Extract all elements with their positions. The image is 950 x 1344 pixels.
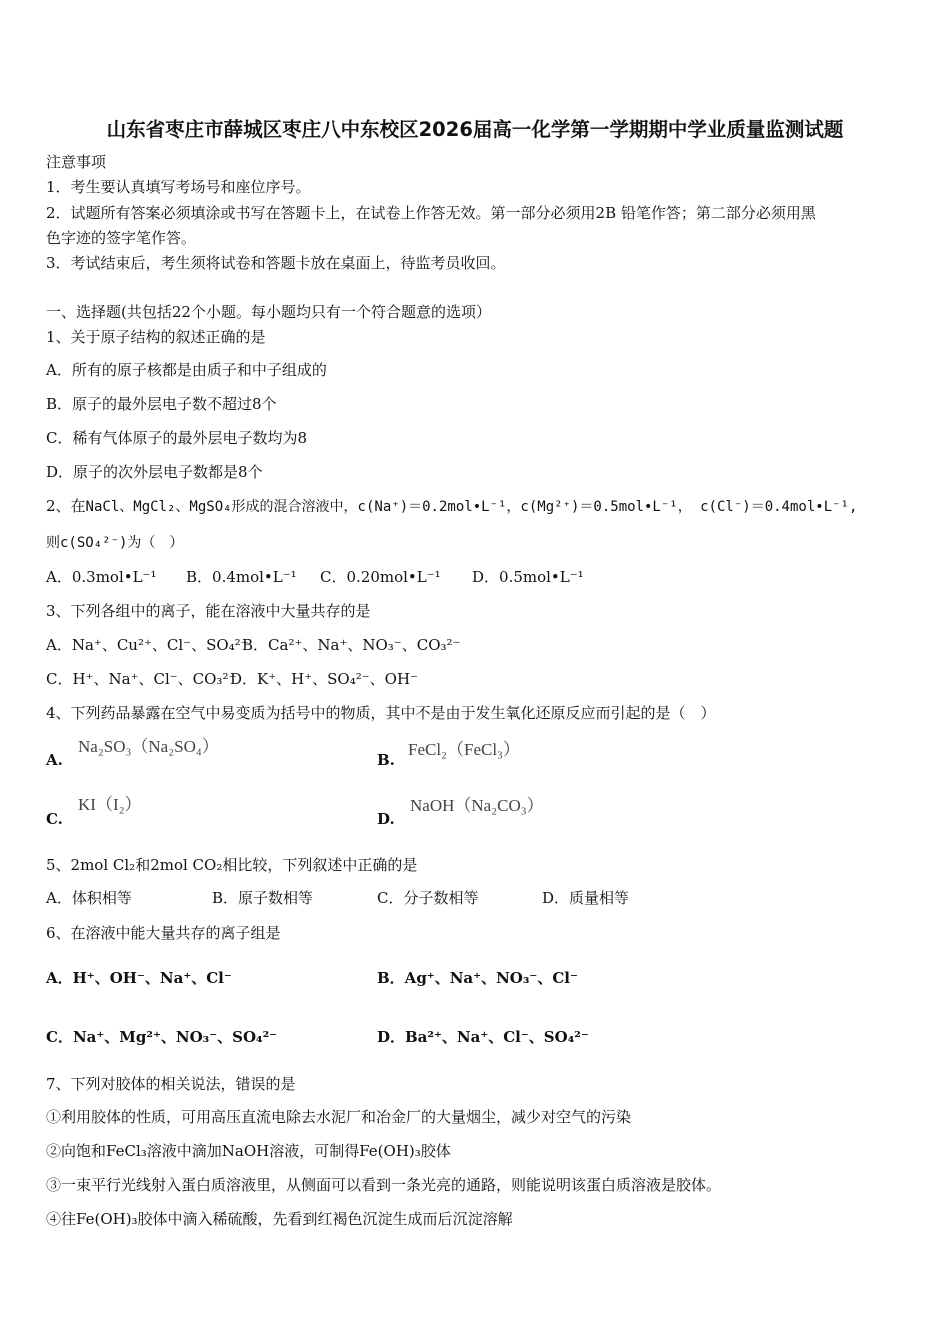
q6-stem: 6、在溶液中能大量共存的离子组是 (46, 924, 281, 942)
q2-stem (46, 496, 857, 517)
q7-statement-4: ④往Fe(OH)₃胶体中滴入稀硫酸，先看到红褐色沉淀生成而后沉淀溶解 (46, 1210, 513, 1228)
q5-option-c: C．分子数相等 (377, 889, 479, 907)
q1-option-d: D．原子的次外层电子数都是8个 (46, 463, 263, 481)
q3-stem: 3、下列各组中的离子，能在溶液中大量共存的是 (46, 602, 371, 620)
q3-option-c: C．H⁺、Na⁺、Cl⁻、CO₃²⁻ (46, 670, 237, 688)
q3-option-a: A．Na⁺、Cu²⁺、Cl⁻、SO₄²⁻ (46, 636, 249, 654)
q5-option-a: A．体积相等 (46, 889, 132, 907)
q7-statement-2: ②向饱和FeCl₃溶液中滴加NaOH溶液，可制得Fe(OH)₃胶体 (46, 1142, 451, 1160)
q6-option-b: B．Ag⁺、Na⁺、NO₃⁻、Cl⁻ (377, 969, 578, 987)
q2-stem-chem: NaCl、MgCl₂、MgSO₄形成的混合溶液中，c(Na⁺)＝0.2mol•L⁻¹，c(Mg²⁺)＝0.5mol•L⁻¹， c(Cl⁻)＝0.4mol•L⁻¹, (85, 499, 858, 515)
q2-option-a: A．0.3mol•L⁻¹ (46, 568, 157, 586)
q2-stem-prefix: 2、在 (46, 497, 86, 515)
q4-option-a-formula: Na₂SO₃（Na₂SO₄） (78, 737, 219, 756)
section-heading: 一、选择题(共包括22个小题。每小题均只有一个符合题意的选项） (46, 303, 491, 321)
q4-option-b-formula: FeCl₂（FeCl₃） (408, 740, 520, 759)
notice-heading: 注意事项 (46, 153, 107, 171)
notice-item-2: 2．试题所有答案必须填涂或书写在答题卡上，在试卷上作答无效。第一部分必须用2B 铅笔作答；第二部分必须用黑 (46, 204, 816, 222)
q7-statement-1: ①利用胶体的性质，可用高压直流电除去水泥厂和冶金厂的大量烟尘，减少对空气的污染 (46, 1108, 632, 1126)
q3-option-d: D．K⁺、H⁺、SO₄²⁻、OH⁻ (230, 670, 418, 688)
q2-option-b: B．0.4mol•L⁻¹ (186, 568, 297, 586)
q2-option-c: C．0.20mol•L⁻¹ (320, 568, 441, 586)
q1-stem: 1、关于原子结构的叙述正确的是 (46, 328, 266, 346)
q4-option-b-label: B. (377, 751, 395, 769)
notice-item-1: 1．考生要认真填写考场号和座位序号。 (46, 178, 311, 196)
q5-option-d: D．质量相等 (542, 889, 630, 907)
q5-stem: 5、2mol Cl₂和2mol CO₂相比较，下列叙述中正确的是 (46, 856, 418, 874)
q1-option-b: B．原子的最外层电子数不超过8个 (46, 395, 277, 413)
q4-option-c-formula: KI（I₂） (78, 795, 142, 814)
q1-option-c: C．稀有气体原子的最外层电子数均为8 (46, 429, 308, 447)
q5-option-b: B．原子数相等 (212, 889, 314, 907)
q6-option-d: D．Ba²⁺、Na⁺、Cl⁻、SO₄²⁻ (377, 1028, 589, 1046)
exam-title: 山东省枣庄市薛城区枣庄八中东校区2026届高一化学第一学期期中学业质量监测试题 (106, 118, 844, 141)
q4-option-d-formula: NaOH（Na₂CO₃） (410, 796, 544, 815)
q1-option-a: A．所有的原子核都是由质子和中子组成的 (46, 361, 327, 379)
q2-stem-2: 则c(SO₄²⁻)为（ ） (46, 535, 184, 551)
q7-stem: 7、下列对胶体的相关说法，错误的是 (46, 1075, 296, 1093)
notice-item-3: 3．考试结束后，考生须将试卷和答题卡放在桌面上，待监考员收回。 (46, 254, 506, 272)
q7-statement-3: ③一束平行光线射入蛋白质溶液里，从侧面可以看到一条光亮的通路，则能说明该蛋白质溶液是胶体。 (46, 1176, 722, 1194)
notice-item-2-cont: 色字迹的签字笔作答。 (46, 229, 197, 247)
q2-option-d: D．0.5mol•L⁻¹ (472, 568, 584, 586)
q4-option-a-label: A. (46, 751, 63, 769)
q4-option-c-label: C. (46, 810, 63, 828)
q6-option-a: A．H⁺、OH⁻、Na⁺、Cl⁻ (46, 969, 232, 987)
q4-option-d-label: D. (377, 810, 395, 828)
q4-stem: 4、下列药品暴露在空气中易变质为括号中的物质，其中不是由于发生氧化还原反应而引起的是（ ） (46, 704, 716, 722)
q3-option-b: B．Ca²⁺、Na⁺、NO₃⁻、CO₃²⁻ (242, 636, 461, 654)
q6-option-c: C．Na⁺、Mg²⁺、NO₃⁻、SO₄²⁻ (46, 1028, 278, 1046)
